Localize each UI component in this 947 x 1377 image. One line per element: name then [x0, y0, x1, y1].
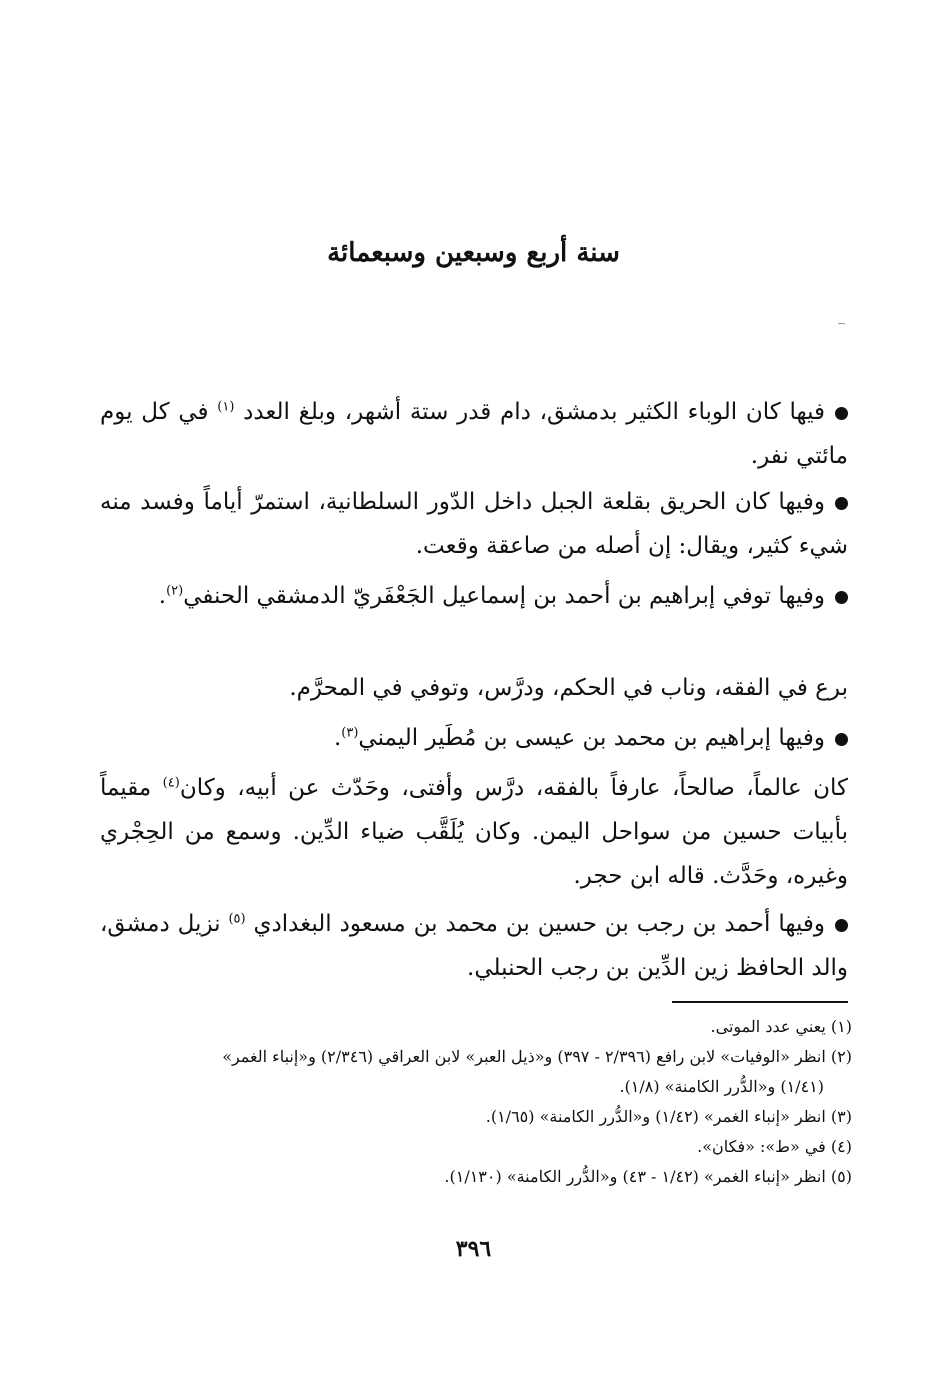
page-title: سنة أربع وسبعين وسبعمائة	[327, 238, 620, 268]
footnotes	[100, 1012, 852, 1192]
footnote-ref-4[interactable]: (٤)	[162, 775, 180, 791]
footnote-4: (٤) في «ط»: «فكان».	[697, 1137, 852, 1156]
paragraph-1	[100, 390, 848, 478]
footnote-divider	[672, 1001, 848, 1003]
bullet-icon	[835, 733, 848, 746]
footnote-3: (٣) انظر «إنباء الغمر» (١/٤٢) و«الدُّرر الكامنة» (١/٦٥).	[485, 1107, 852, 1126]
footnote-ref-3[interactable]: (٣)	[341, 725, 359, 741]
paragraph-6-text-b: مقيماً بأبيات حسين من سواحل اليمن. وكان يُلَقَّب ضياء الدِّين. وسمع من الحِجْري وغيره، وحَدَّث. قاله ابن حجر.	[100, 775, 848, 889]
paragraph-3-end: .	[158, 583, 167, 609]
paragraph-5	[100, 716, 888, 760]
paragraph-5-end: .	[333, 725, 342, 751]
paragraph-7-text-b: نزيل دمشق، والد الحافظ زين الدِّين بن رجب الحنبلي.	[100, 911, 848, 981]
paragraph-2	[100, 480, 848, 568]
footnote-1: (١) يعني عدد الموتى.	[710, 1017, 852, 1036]
paragraph-4-text: برع في الفقه، وناب في الحكم، ودرَّس، وتوفي في المحرَّم.	[289, 675, 848, 701]
paragraph-3	[100, 574, 848, 618]
footnote-2-continued: (١/٤١) و«الدُّرر الكامنة» (١/٨).	[619, 1077, 824, 1096]
paragraph-7	[100, 902, 848, 990]
paragraph-6-text-a: كان عالماً، صالحاً، عارفاً بالفقه، درَّس وأفتى، وحَدّث عن أبيه، وكان	[179, 775, 848, 801]
footnote-ref-2[interactable]: (٢)	[166, 583, 184, 599]
page-number: ٣٩٦	[455, 1236, 492, 1262]
paragraph-2-text: وفيها كان الحريق بقلعة الجبل داخل الدّور السلطانية، استمرّ أياماً وفسد منه شيء كثير، ويقال: إن أصله من صاعقة وقعت.	[100, 489, 848, 559]
bullet-icon	[835, 919, 848, 932]
footnote-5: (٥) انظر «إنباء الغمر» (١/٤٢ - ٤٣) و«الدُّرر الكامنة» (١/١٣٠).	[444, 1167, 852, 1186]
paragraph-7-text-a: وفيها أحمد بن رجب بن حسين بن محمد بن مسعود البغدادي	[253, 911, 825, 937]
paragraph-5-text: وفيها إبراهيم بن محمد بن عيسى بن مُطَير اليمني	[358, 725, 825, 751]
footnote-ref-5[interactable]: (٥)	[228, 911, 246, 927]
bullet-icon	[835, 407, 848, 420]
paragraph-1-text: فيها كان الوباء الكثير بدمشق، دام قدر ستة أشهر، وبلغ العدد	[243, 399, 826, 425]
footnote-ref-1[interactable]: (١)	[217, 399, 235, 415]
bullet-icon	[835, 497, 848, 510]
paragraph-6	[100, 766, 848, 898]
bullet-icon	[835, 591, 848, 604]
paragraph-3-text: وفيها توفي إبراهيم بن أحمد بن إسماعيل الجَعْفَريّ الدمشقي الحنفي	[183, 583, 825, 609]
footnote-2: (٢) انظر «الوفيات» لابن رافع (٢/٣٩٦ - ٣٩٧) و«ذيل العبر» لابن العراقي (٢/٣٤٦) و«إنباء الغمر»	[222, 1047, 852, 1066]
stray-mark: ‾	[838, 322, 845, 338]
paragraph-4	[100, 666, 888, 710]
paragraph-1-rest: في كل يوم مائتي نفر.	[100, 399, 848, 469]
